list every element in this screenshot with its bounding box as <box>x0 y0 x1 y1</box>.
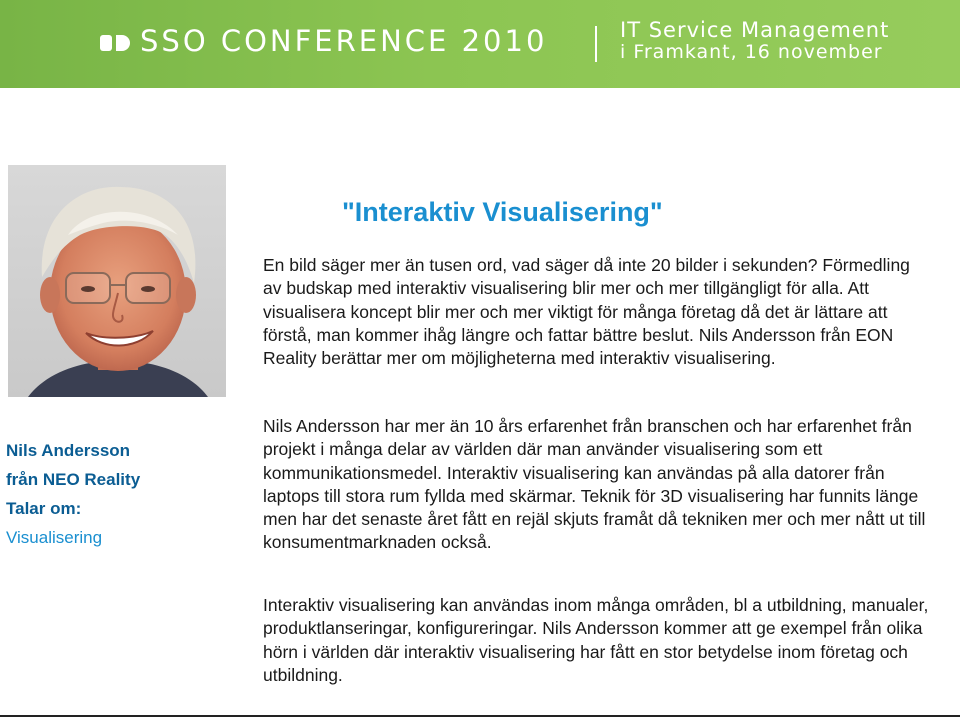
conference-banner <box>0 0 960 88</box>
description-paragraph-1: En bild säger mer än tusen ord, vad säger då inte 20 bilder i sekunden? Förmedling av budskap med interaktiv visualisering blir mer och mer tillgängligt för alla. Att visualisera koncept blir mer och mer viktigt för många företag då det är lättare att förstå, man kommer ihåg längre och fattar bättre beslut. Nils Andersson från EON Reality berättar mer om möjligheterna med interaktiv visualisering. <box>263 255 910 369</box>
conference-subtitle-line2: i Framkant, 16 november <box>620 41 883 63</box>
conference-title: SSO CONFERENCE 2010 <box>140 24 548 58</box>
speaker-photo <box>8 165 226 397</box>
talks-about-label: Talar om: <box>6 499 82 518</box>
conference-subtitle-line1: IT Service Management <box>620 18 890 42</box>
banner-divider <box>595 26 597 62</box>
speaker-company: från NEO Reality <box>6 470 141 489</box>
description-paragraph-3: Interaktiv visualisering kan användas inom många områden, bl a utbildning, manualer, produktlanseringar, konfigureringar. Nils Andersson kommer att ge exempel från olika hörn i världen där interaktiv visualisering har fått en stor betydelse inom företag och utbildning. <box>263 595 929 685</box>
speaker-topic: Visualisering <box>6 528 103 547</box>
speaker-info <box>6 436 226 552</box>
talk-title: "Interaktiv Visualisering" <box>342 197 663 227</box>
speaker-name: Nils Andersson <box>6 441 131 460</box>
sso-logo-icon <box>100 33 134 53</box>
bottom-divider <box>0 715 960 717</box>
speaker-portrait-icon <box>8 165 226 397</box>
description-paragraph-2: Nils Andersson har mer än 10 års erfarenhet från branschen och har erfarenhet från projekt i många delar av världen där man använder visualisering som ett kommunikationsmedel. Interaktiv visualisering kan användas på alla datorer från laptops till stora rum fyllda med skärmar. Teknik för 3D visualisering har funnits länge men har det senaste året fått en rejäl skjuts framåt då tekniken mer och mer nått ut till konsumentmarknaden också. <box>263 416 926 553</box>
